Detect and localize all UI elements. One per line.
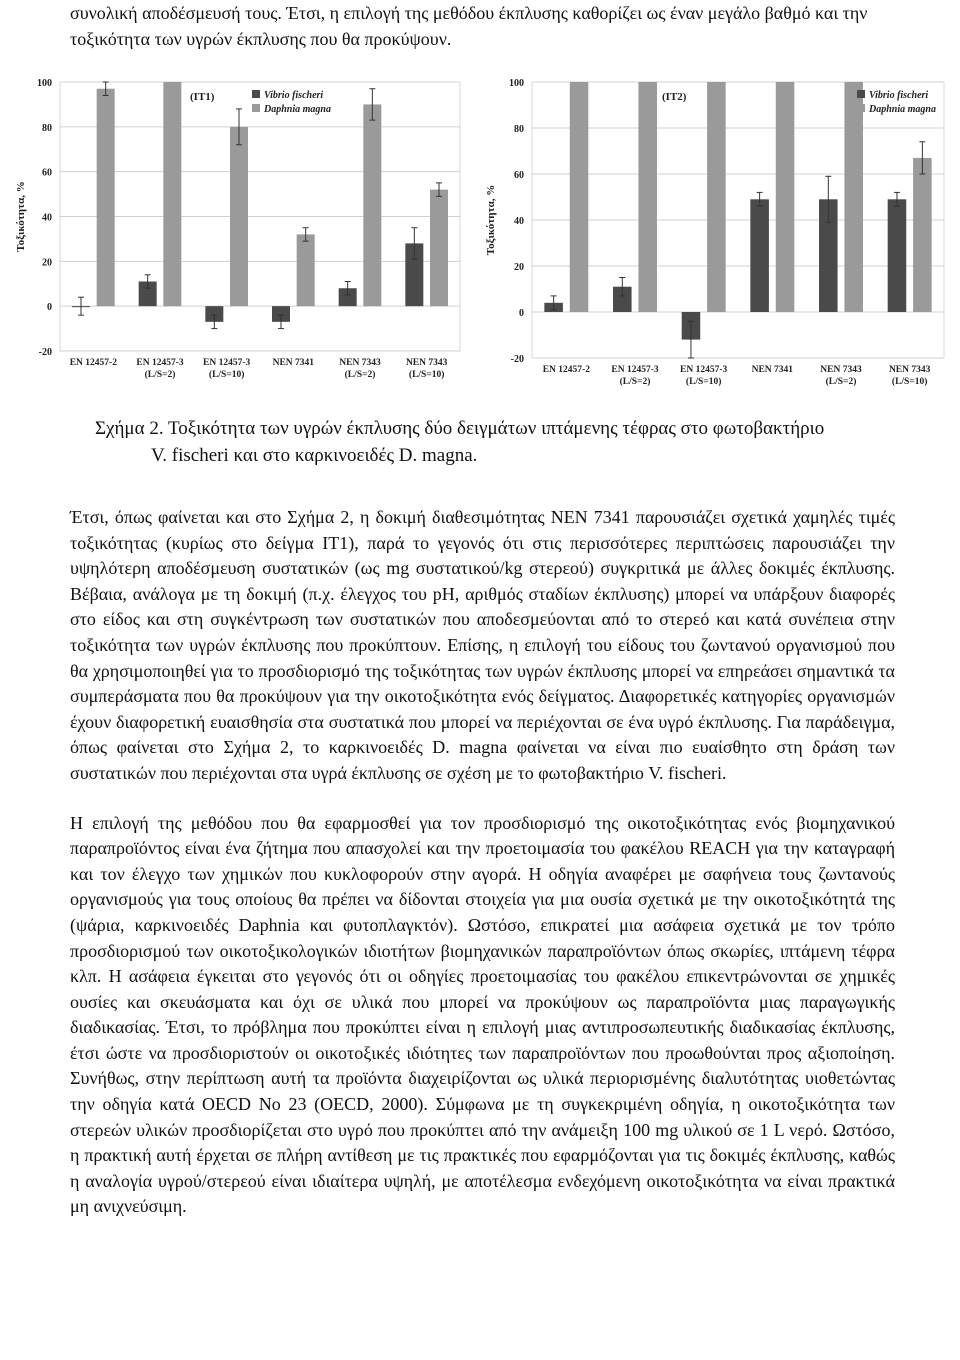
x-tick-label: NEN 7341 — [272, 358, 315, 368]
bar-daphnia — [297, 234, 315, 306]
y-tick-label: 20 — [514, 262, 524, 273]
x-tick-label: NEN 7341 — [751, 365, 794, 375]
legend-label: Vibrio fischeri — [264, 90, 324, 101]
bar-daphnia — [776, 82, 795, 312]
body-text — [70, 505, 895, 1220]
bar-daphnia — [430, 190, 448, 307]
bar-daphnia — [570, 82, 589, 312]
legend-swatch — [857, 90, 865, 98]
x-tick-label: (L/S=10) — [208, 370, 245, 380]
y-tick-label: -20 — [510, 354, 524, 365]
x-tick-label: (L/S=10) — [408, 370, 445, 380]
bar-daphnia — [707, 82, 726, 312]
y-tick-label: -20 — [38, 347, 52, 358]
y-tick-label: 60 — [514, 170, 524, 181]
bar-vibrio — [750, 199, 769, 312]
toxicity-chart-it1 — [12, 66, 467, 396]
x-tick-label: (L/S=2) — [344, 370, 376, 380]
chart-title: (IT2) — [662, 91, 687, 103]
intro-paragraph: συνολική αποδέσμευσή τους. Έτσι, η επιλογή της μεθόδου έκπλυσης καθορίζει ως έναν μεγάλο βαθμό και την τοξικότητα των υγρών έκπλυσης που θα προκύψουν. — [70, 3, 868, 49]
y-tick-label: 60 — [42, 167, 52, 179]
x-tick-label: NEN 7343 — [339, 358, 381, 368]
y-axis-label: Τοξικότητα, % — [485, 184, 497, 256]
bar-daphnia — [163, 82, 181, 306]
x-tick-label: EN 12457-3 — [203, 358, 251, 368]
y-tick-label: 80 — [514, 124, 524, 135]
bar-daphnia — [638, 82, 657, 312]
bar-vibrio — [888, 199, 907, 312]
bar-daphnia — [844, 82, 863, 312]
bar-daphnia — [913, 158, 932, 312]
y-tick-label: 0 — [47, 302, 52, 314]
x-tick-label: EN 12457-3 — [611, 365, 659, 375]
x-tick-label: EN 12457-2 — [542, 365, 590, 375]
y-tick-label: 100 — [509, 78, 524, 89]
x-tick-label: (L/S=10) — [891, 377, 928, 387]
legend-swatch — [857, 104, 865, 112]
legend-label: Daphnia magna — [869, 104, 936, 115]
bar-daphnia — [363, 104, 381, 306]
y-tick-label: 40 — [42, 212, 52, 224]
y-axis-label: Τοξικότητα, % — [15, 181, 27, 252]
legend-label: Vibrio fischeri — [869, 90, 929, 101]
bar-daphnia — [230, 127, 248, 306]
x-tick-label: (L/S=10) — [685, 377, 722, 387]
x-tick-label: (L/S=2) — [144, 370, 176, 380]
chart-title: (IT1) — [190, 91, 215, 103]
caption-line-1: Τοξικότητα των υγρών έκπλυσης δύο δειγμάτων ιπτάμενης τέφρας στο φωτοβακτήριο — [168, 418, 825, 439]
caption-line-2: V. fischeri και στο καρκινοειδές D. magna. — [151, 445, 478, 466]
paragraph-1: Έτσι, όπως φαίνεται και στο Σχήμα 2, η δοκιμή διαθεσιμότητας NEN 7341 παρουσιάζει σχετικά χαμηλές τιμές τοξικότητας (κυρίως στο δείγμα IT1), παρά το γεγονός ότι στις περισσότερες περιπτώσεις παρουσιάζει την υψηλότερη αποδέσμευση συστατικών (ως mg συστατικού/kg στερεού) συγκριτικά με άλλες δοκιμές έκπλυσης. Βέβαια, ανάλογα με τη δοκιμή (π.χ. έλεγχος του pH, αριθμός σταδίων έκπλυσης) μπορεί να υπάρξουν διαφορές στο είδος και στη συγκέντρωση των συστατικών που αποδεσμεύονται από το στερεό και κατά συνέπεια στην τοξικότητα των υγρών έκπλυσης που προκύπτουν. Επίσης, η επιλογή του είδους του ζωντανού οργανισμού που θα χρησιμοποιηθεί για το προσδιορισμό της τοξικότητας των υγρών έκπλυσης μπορεί να επηρεάσει σημαντικά τα συμπεράσματα που θα προκύψουν για την οικοτοξικότητα ενός δείγματος. Διαφορετικές κατηγορίες οργανισμών έχουν διαφορετική ευαισθησία στα συστατικά που μπορεί να περιέχονται σε ένα υγρό έκπλυσης. Για παράδειγμα, όπως φαίνεται στο Σχήμα 2, το καρκινοειδές D. magna φαίνεται να είναι πιο ευαίσθητο στη δράση των συστατικών που περιέχονται στα υγρά έκπλυσης σε σχέση με το φωτοβακτήριο V. fischeri. — [70, 507, 895, 783]
y-tick-label: 40 — [514, 216, 524, 227]
x-tick-label: NEN 7343 — [820, 365, 862, 375]
figure-label: Σχήμα 2. — [95, 418, 164, 439]
figure-caption — [95, 415, 925, 469]
toxicity-chart-it2 — [482, 66, 952, 401]
y-tick-label: 100 — [37, 78, 52, 89]
x-tick-label: EN 12457-2 — [69, 358, 117, 368]
x-tick-label: (L/S=2) — [825, 377, 857, 387]
legend-swatch — [252, 104, 260, 112]
y-tick-label: 80 — [42, 122, 52, 134]
x-tick-label: (L/S=2) — [619, 377, 651, 387]
x-tick-label: NEN 7343 — [888, 365, 931, 375]
y-tick-label: 20 — [42, 257, 52, 269]
legend-label: Daphnia magna — [264, 104, 331, 115]
legend-swatch — [252, 90, 260, 98]
bar-daphnia — [97, 89, 115, 306]
y-tick-label: 0 — [519, 308, 524, 319]
x-tick-label: NEN 7343 — [405, 358, 448, 368]
x-tick-label: EN 12457-3 — [680, 365, 728, 375]
paragraph-2: Η επιλογή της μεθόδου που θα εφαρμοσθεί για τον προσδιορισμό της οικοτοξικότητας ενός βιομηχανικού παραπροϊόντος είναι ένα ζήτημα που απασχολεί και την προετοιμασία του φακέλου REACH για την καταγραφή και τον έλεγχο των χημικών που κυκλοφορούν στην αγορά. Η οδηγία αναφέρει με σαφήνεια τους ζωντανούς οργανισμούς για τους οποίους θα πρέπει να δίδονται στοιχεία για μια ουσία σχετικά με την οικοτοξικότητά της (ψάρια, καρκινοειδές Daphnia και φυτοπλαγκτόν). Ωστόσο, επικρατεί μια ασάφεια σχετικά με τον τρόπο προσδιορισμού των οικοτοξικολογικών ιδιοτήτων βιομηχανικών παραπροϊόντων όπως σκωρίες, ιπτάμενη τέφρα κλπ. Η ασάφεια έγκειται στο γεγονός ότι οι οδηγίες προετοιμασίας του φακέλου επικεντρώνονται σε χημικές ουσίες και σκευάσματα και όχι σε υλικά που μπορεί να προκύψουν ως παραπροϊόντα μιας παραγωγικής διαδικασίας. Έτσι, το πρόβλημα που προκύπτει είναι η επιλογή μιας αντιπροσωπευτικής διαδικασίας έκπλυσης, έτσι ώστε να προσδιοριστούν οι οικοτοξικές ιδιότητες των παραπροϊόντων που προωθούνται προς αξιοποίηση. Συνήθως, στην περίπτωση αυτή τα προϊόντα διαχειρίζονται ως υλικά περιορισμένης διαλυτότητας υιοθετώντας την οδηγία κατά OECD No 23 (OECD, 2000). Σύμφωνα με τη συγκεκριμένη οδηγία, η οικοτοξικότητα των στερεών υλικών προσδιορίζεται στο υγρό που προκύπτει από την ανάμειξη 100 mg υλικού σε 1 L νερό. Ωστόσο, η πρακτική αυτή έρχεται σε πλήρη αντίθεση με τις πρακτικές που εφαρμόζονται για τις δοκιμές έκπλυσης, καθώς η αναλογία υγρού/στερεού είναι ιδιαίτερα υψηλή, με αποτέλεσμα ενδεχόμενη οικοτοξικότητα να είναι πρακτικά μη ανιχνεύσιμη. — [70, 812, 895, 1217]
x-tick-label: EN 12457-3 — [136, 358, 184, 368]
